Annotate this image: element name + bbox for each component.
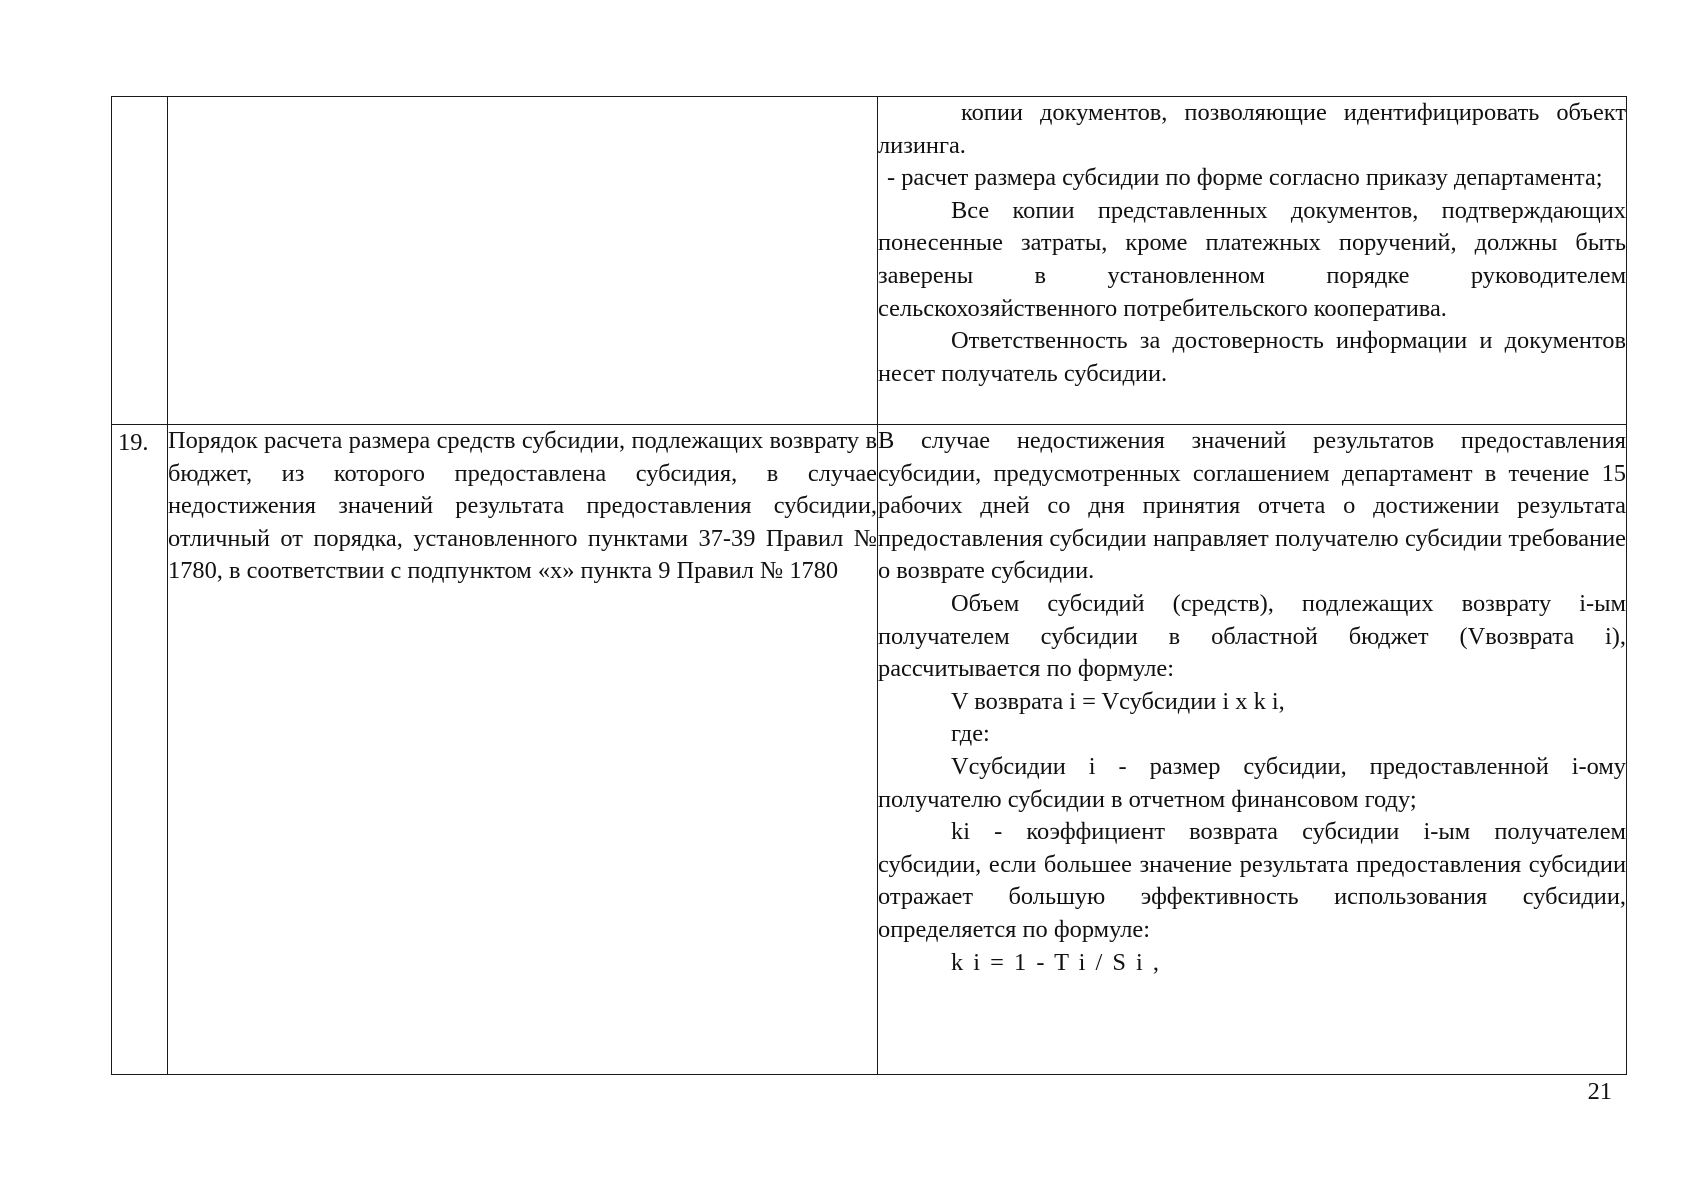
table-row-19 — [112, 425, 1627, 1075]
paragraph-where: где: — [951, 720, 990, 748]
table-row-continuation — [112, 97, 1627, 425]
paragraph-subsidy-calculation: - расчет размера субсидии по форме согласно приказу департамента; — [887, 164, 1603, 192]
row-description-text: Порядок расчета размера средств субсидии, подлежащих возврату в бюджет, из которого предоставлена субсидия, в случае недостижения значений результата предоставления субсидии, отличный от порядка, установленного пунктами 37-39 Правил № 1780, в соответствии с подпунктом «х» пункта 9 Правил № 1780 — [168, 427, 877, 585]
row-number-cell — [112, 425, 168, 1075]
row-description-cell-empty — [168, 97, 878, 425]
paragraph-subsidy-size: Vсубсидии i - размер субсидии, предоставленной i-ому получателю субсидии в отчетном финансовом году; — [878, 752, 1626, 813]
row-description-cell — [168, 425, 878, 1075]
paragraph-non-achievement: В случае недостижения значений результатов предоставления субсидии, предусмотренных соглашением департамент в течение 15 рабочих дней со дня принятия отчета о достижении результата предоставления субсидии направляет получателю субсидии требование о возврате субсидии. — [878, 427, 1626, 585]
formula-coefficient: k i = 1 - T i / S i , — [951, 948, 1162, 976]
formula-refund: V возврата i = Vсубсидии i x k i, — [951, 687, 1285, 715]
paragraph-lease-docs: копии документов, позволяющие идентифицировать объект лизинга. — [878, 99, 1626, 159]
row-number-cell-empty — [112, 97, 168, 425]
paragraph-copies-certified: Все копии представленных документов, подтверждающих понесенные затраты, кроме платежных поручений, должны быть заверены в установленном порядке руководителем сельскохозяйственного потребительского кооператива. — [878, 196, 1626, 322]
row-content-cell — [878, 425, 1627, 1075]
paragraph-coefficient: ki - коэффициент возврата субсидии i-ым получателем субсидии, если большее значение результата предоставления субсидии отражает большую эффективность использования субсидии, определяется по формуле: — [878, 818, 1626, 943]
regulation-table — [111, 96, 1627, 1075]
paragraph-responsibility: Ответственность за достоверность информации и документов несет получатель субсидии. — [878, 327, 1626, 387]
paragraph-refund-volume: Объем субсидий (средств), подлежащих возврату i-ым получателем субсидии в областной бюджет (Vвозврата i), рассчитывается по формуле: — [878, 589, 1626, 683]
page-number: 21 — [1587, 1078, 1612, 1105]
row-content-cell — [878, 97, 1627, 425]
row-number: 19. — [118, 429, 149, 456]
